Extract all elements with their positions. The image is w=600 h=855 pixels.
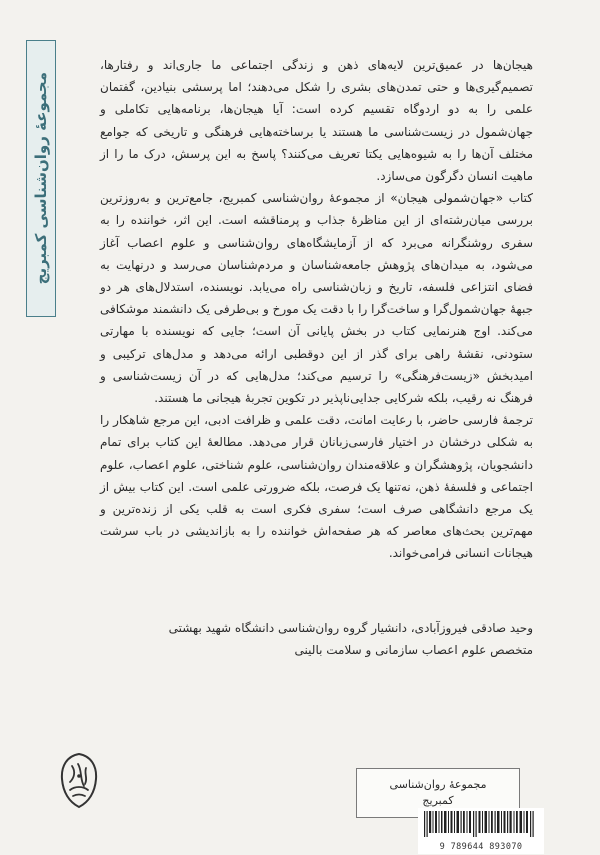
publisher-logo-graphic <box>58 752 100 810</box>
series-name-line1: مجموعهٔ روان‌شناسی <box>389 778 487 791</box>
back-cover-text <box>100 54 533 565</box>
barcode-bars <box>422 811 540 837</box>
series-spine-text: مجموعهٔ روان‌شناسی کمبریج <box>32 72 50 285</box>
isbn-digits: 9 789644 893070 <box>439 842 523 852</box>
series-spine-label <box>26 40 56 317</box>
series-name-line2: کمبریج <box>422 794 454 807</box>
reviewer-title-line: متخصص علوم اعصاب سازمانی و سلامت بالینی <box>294 643 533 657</box>
reviewer-name-line: وحید صادقی فیروزآبادی، دانشیار گروه روان‌شناسی دانشگاه شهید بهشتی <box>168 621 533 635</box>
isbn-barcode <box>418 808 544 854</box>
publisher-logo-icon <box>58 752 100 810</box>
paragraph-translation: ترجمهٔ فارسی حاضر، با رعایت امانت، دقت علمی و ظرافت ادبی، این مرجع شاهکار را به شکلی درخشان در اختیار فارسی‌زبانان قرار می‌دهد. مطالعهٔ این کتاب برای تمام دانشجویان، پژوهشگران و علاقه‌مندان روان‌شناسی، علوم شناختی، علوم اعصاب، علوم اجتماعی و فلسفهٔ ذهن، نه‌تنها یک فرصت، بلکه ضرورتی علمی است. این کتاب بیش از یک مرجع دانشگاهی صرف است؛ سفری فکری است به قلب یکی از زنده‌ترین و مهم‌ترین بحث‌های معاصر که هر صفحه‌اش خواننده را به بازاندیشی در باب سرشت هیجانات انسانی فرامی‌خواند. <box>100 413 533 561</box>
paragraph-book-description: کتاب «جهان‌شمولی هیجان» از مجموعهٔ روان‌شناسی کمبریج، جامع‌ترین و به‌روزترین بررسی میان‌رشته‌ای از این مناظرهٔ جذاب و پرمناقشه است. این اثر، خواننده را به سفری روشنگرانه می‌برد که از آزمایشگاه‌های روان‌شناسی و علوم اعصاب آغاز می‌شود، به میدان‌های پژوهش جامعه‌شناسان و مردم‌شناسان می‌رسد و درنهایت به فضای انتزاعی فلسفه، تاریخ و زبان‌شناسی راه می‌یابد. نویسنده، استدلال‌های هر دو جبههٔ جهان‌شمول‌گرا و ساخت‌گرا را با دقت یک مورخ و بی‌طرفی یک دانشمند موشکافی می‌کند. اوج هنرنمایی کتاب در بخش پایانی آن است؛ جایی که نویسنده با مهارتی ستودنی، نقشهٔ راهی برای گذر از این دوقطبی ارائه می‌دهد و مدل‌های ترکیبی و امیدبخش «زیست‌فرهنگی» را ترسیم می‌کند؛ مدل‌هایی که در آن زیست‌شناسی و فرهنگ نه رقیب، بلکه شرکایی جدایی‌ناپذیر در تکوین تجربهٔ هیجانی ما هستند. <box>100 191 533 406</box>
paragraph-intro: هیجان‌ها در عمیق‌ترین لایه‌های ذهن و زندگی اجتماعی ما جاری‌اند و رفتارها، تصمیم‌گیری‌ها و حتی تمدن‌های بشری را شکل می‌دهند؛ اما پرسشی بنیادین، گفتمان علمی را به دو اردوگاه تقسیم کرده است: آیا هیجان‌ها، برنامه‌هایی تکاملی و جهان‌شمول در زیست‌شناسی ما هستند یا برساخته‌هایی فرهنگی و تاریخی که جوامع مختلف آن‌ها را به شیوه‌هایی یکتا تعریف می‌کنند؟ پاسخ به این پرسش، درک ما را از ماهیت انسان دگرگون می‌سازد. <box>100 58 533 184</box>
reviewer-signature <box>100 617 533 661</box>
